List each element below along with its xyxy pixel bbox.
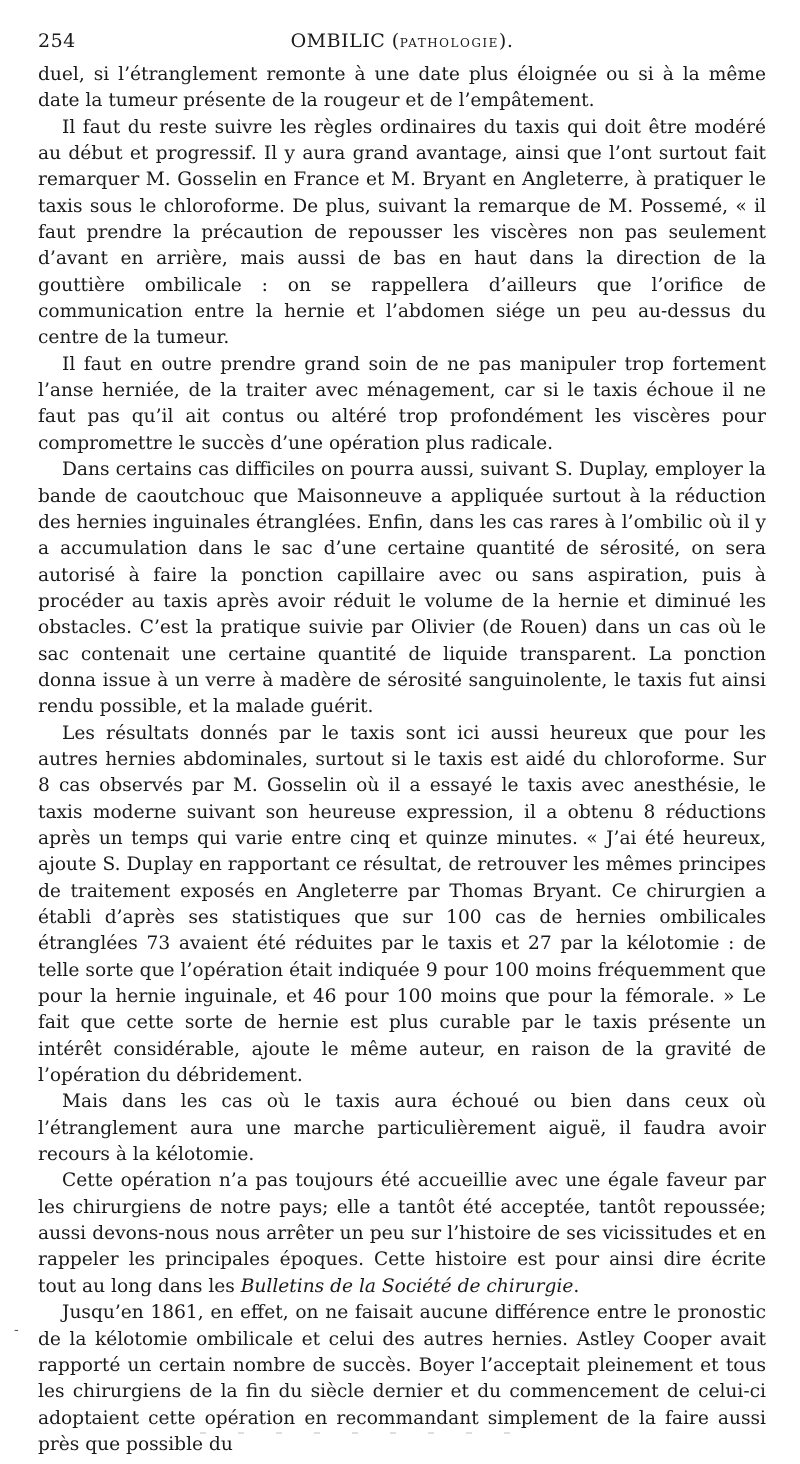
paragraph-8: Jusqu’en 1861, en effet, on ne faisait aucune différence entre le pronostic de la kélotomie ombilicale et celui des autres hernies. Astley Cooper avait rapporté un certain nombre de succès. Boyer l’acceptait pleinement et tous les chirurgiens de la fin du siècle dernier et du commencement de celui-ci adoptaient cette opération en recommandant simplement de la faire aussi près que possible du: [38, 1302, 766, 1455]
paragraph-3: Il faut en outre prendre grand soin de ne pas manipuler trop fortement l’anse herniée, de la traiter avec ménagement, car si le taxis échoue il ne faut pas qu’il ait contus ou altéré trop profondément les viscères pour compromettre le succès d’une opération plus radicale.: [38, 353, 766, 454]
paragraph-1: duel, si l’étranglement remonte à une date plus éloignée ou si à la même date la tumeur présente de la rougeur et de l’empâtement.: [38, 64, 766, 112]
book-page: [38, 26, 766, 1458]
paragraph-6: Mais dans les cas où le taxis aura échoué ou bien dans ceux où l’étranglement aura une marche particulièrement aiguë, il faudra avoir recours à la kélotomie.: [38, 1091, 766, 1166]
paragraph-2: Il faut du reste suivre les règles ordinaires du taxis qui doit être modéré au début et progressif. Il y aura grand avantage, ainsi que l’ont surtout fait remarquer M. Gosselin en France et M. Bryant en Angleterre, à pratiquer le taxis sous le chloroforme. De plus, suivant la remarque de M. Possemé, « il faut prendre la précaution de repousser les viscères non pas seulement d’avant en arrière, mais aussi de bas en haut dans la direction de la gouttière ombilicale : on se rappellera d’ailleurs que l’orifice de communication entre la hernie et l’abdomen siége un peu au-dessus du centre de la tumeur.: [38, 116, 766, 349]
running-title: [38, 30, 766, 52]
paragraph-5: Les résultats donnés par le taxis sont ici aussi heureux que pour les autres hernies abdominales, surtout si le taxis est aidé du chloroforme. Sur 8 cas observés par M. Gosselin où il a essayé le taxis avec anesthésie, le taxis moderne suivant son heureuse expression, il a obtenu 8 réductions après un temps qui varie entre cinq et quinze minutes. « J’ai été heureux, ajoute S. Duplay en rapportant ce résultat, de retrouver les mêmes principes de traitement exposés en Angleterre par Thomas Bryant. Ce chirurgien a établi d’après ses statistiques que sur 100 cas de hernies ombilicales étranglées 73 avaient été réduites par le taxis et 27 par la kélotomie : de telle sorte que l’opération était indiquée 9 pour 100 moins fréquemment que pour la hernie inguinale, et 46 pour 100 moins que pour la fémorale. » Le fait que cette sorte de hernie est plus curable par le taxis présente un intérêt considérable, ajoute le même auteur, en raison de la gravité de l’opération du débridement.: [38, 722, 766, 1087]
paragraph-4: Dans certains cas difficiles on pourra aussi, suivant S. Duplay, employer la bande de caoutchouc que Maisonneuve a appliquée surtout à la réduction des hernies inguinales étranglées. Enfin, dans les cas rares à l’ombilic où il y a accumulation dans le sac d’une certaine quantité de sérosité, on sera autorisé à faire la ponction capillaire avec ou sans aspiration, puis à procéder au taxis après avoir réduit le volume de la hernie et diminué les obstacles. C’est la pratique suivie par Olivier (de Rouen) dans un cas où le sac contenait une certaine quantité de liquide transparent. La ponction donna issue à un verre à madère de sérosité sanguinolente, le taxis fut ainsi rendu possible, et la malade guérit.: [38, 459, 766, 718]
journal-title: Bulletins de la Société de chirurgie: [240, 1275, 574, 1297]
page-header: [38, 26, 766, 62]
running-title-section: PATHOLOGIE: [399, 36, 499, 50]
running-title-main: OMBILIC (: [290, 30, 400, 52]
paragraph-7: [38, 1168, 766, 1300]
paragraph-7-end: .: [573, 1275, 580, 1297]
page-number: 254: [38, 30, 76, 52]
paragraph-7-text: Cette opération n’a pas toujours été accueillie avec une égale faveur par les chirurgiens de notre pays; elle a tantôt été acceptée, tantôt repoussée; aussi devons-nous nous arrêter un peu sur l’histoire de ses vicissitudes et en rappeler les principales époques. Cette histoire est pour ainsi dire écrite tout au long dans les: [38, 1170, 766, 1297]
bleed-through-marks: [200, 1432, 530, 1434]
body-text: [38, 62, 766, 1458]
margin-mark: -: [14, 1322, 19, 1338]
running-title-end: ).: [498, 30, 514, 52]
